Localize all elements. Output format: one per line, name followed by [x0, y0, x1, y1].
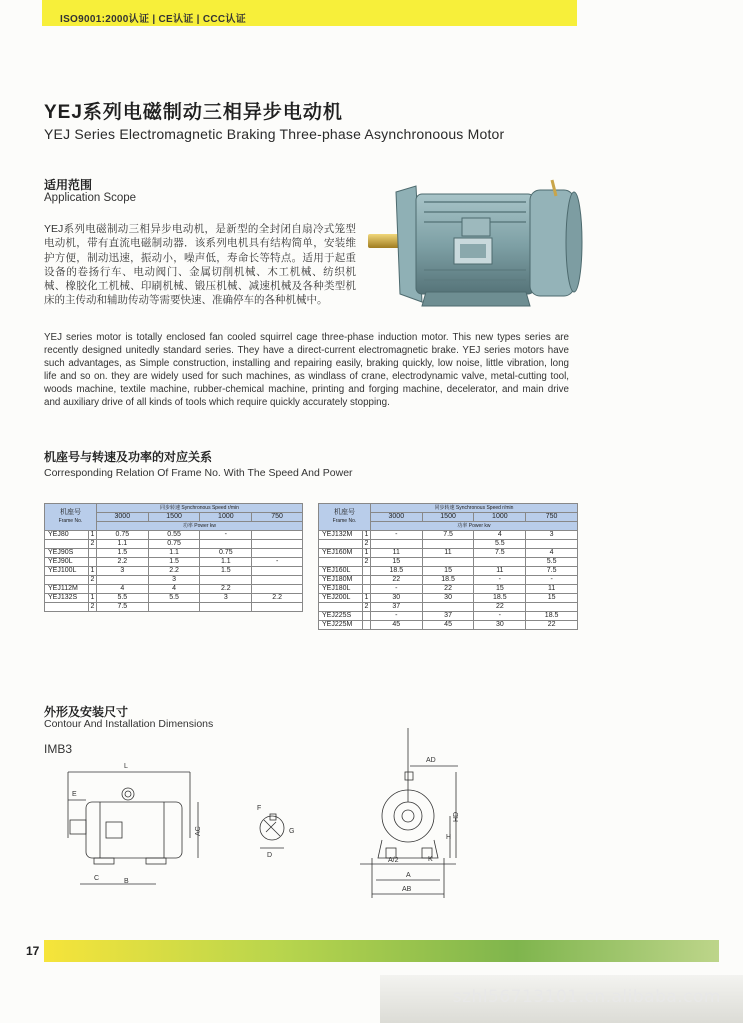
power-cell: 3: [96, 567, 148, 576]
frame-cell: [319, 558, 363, 567]
power-cell: 1.5: [200, 567, 252, 576]
power-cell: 11: [474, 567, 526, 576]
power-cell: 2.2: [148, 567, 200, 576]
power-cell: 2.2: [252, 594, 303, 603]
table-row: [319, 567, 578, 576]
pole-cell: 1: [88, 594, 96, 603]
page-number: 17: [26, 944, 40, 958]
shaft-section-drawing: [257, 805, 294, 859]
speed-header: 同步转速 Synchronous Speed r/min: [370, 504, 577, 513]
speed-power-table-left: [44, 503, 303, 612]
dim-E: E: [72, 791, 77, 798]
frame-cell: [45, 576, 89, 585]
dim-HD: HD: [453, 811, 460, 822]
power-cell: [148, 603, 200, 612]
power-cell: -: [526, 576, 578, 585]
power-cell: 1.5: [96, 549, 148, 558]
speed-1000: 1000: [200, 513, 252, 522]
power-cell: 7.5: [474, 549, 526, 558]
power-cell: 3: [200, 594, 252, 603]
table-row: [45, 558, 303, 567]
dim-K: K: [428, 856, 433, 863]
pole-cell: [88, 585, 96, 594]
power-cell: 30: [370, 594, 422, 603]
frame-cell: YEJ132S: [45, 594, 89, 603]
dim-AD: AD: [426, 757, 436, 764]
power-cell: [252, 567, 303, 576]
frame-header: [319, 504, 371, 531]
power-cell: [252, 549, 303, 558]
power-cell: 15: [526, 594, 578, 603]
frame-cell: YEJ80: [45, 531, 89, 540]
pole-cell: 2: [88, 540, 96, 549]
power-cell: 45: [422, 621, 474, 630]
frame-header: [45, 504, 97, 531]
scope-heading-en: Application Scope: [44, 192, 137, 204]
power-cell: 45: [370, 621, 422, 630]
power-cell: 5.5: [148, 594, 200, 603]
frame-cell: YEJ100L: [45, 567, 89, 576]
title-chinese: YEJ系列电磁制动三相异步电动机: [44, 102, 343, 123]
pole-cell: [362, 567, 370, 576]
pole-cell: 1: [362, 594, 370, 603]
title-english: YEJ Series Electromagnetic Braking Three-phase Asynchronoous Motor: [44, 126, 505, 142]
pole-cell: [88, 558, 96, 567]
power-cell: [252, 585, 303, 594]
power-cell: 18.5: [474, 594, 526, 603]
dimension-drawings: [60, 728, 500, 908]
dim-L: L: [124, 763, 128, 770]
power-cell: 4: [96, 585, 148, 594]
power-cell: 18.5: [422, 576, 474, 585]
power-cell: 22: [370, 576, 422, 585]
power-cell: 11: [422, 549, 474, 558]
power-cell: 7.5: [526, 567, 578, 576]
speed-power-table-right: [318, 503, 578, 630]
frame-cell: YEJ132M: [319, 531, 363, 540]
relation-heading-cn: 机座号与转速及功率的对应关系: [44, 450, 213, 464]
certification-line: ISO9001:2000认证 | CE认证 | CCC认证: [60, 14, 247, 25]
speed-3000: 3000: [370, 513, 422, 522]
table-row: [319, 603, 578, 612]
dim-AB: AB: [402, 886, 412, 893]
power-cell: 2.2: [96, 558, 148, 567]
power-cell: 22: [422, 585, 474, 594]
pole-cell: [362, 621, 370, 630]
contour-heading-en: Contour And Installation Dimensions: [44, 718, 214, 730]
table-row: [319, 531, 578, 540]
frame-header-en: Frame No.: [332, 518, 357, 524]
power-cell: 15: [474, 585, 526, 594]
speed-1000: 1000: [474, 513, 526, 522]
power-header: 功率 Power kw: [96, 522, 302, 531]
table-row: [45, 540, 303, 549]
power-cell: [422, 558, 474, 567]
power-cell: 5.5: [474, 540, 526, 549]
site-watermark: szhl56713101.cn.alibaba.com: [452, 987, 721, 1007]
table-row: [319, 540, 578, 549]
frame-cell: YEJ160L: [319, 567, 363, 576]
power-cell: 30: [422, 594, 474, 603]
power-cell: [200, 603, 252, 612]
pole-cell: [362, 612, 370, 621]
table-row: [319, 594, 578, 603]
power-cell: 0.75: [148, 540, 200, 549]
speed-750: 750: [252, 513, 303, 522]
power-cell: 18.5: [370, 567, 422, 576]
pole-cell: 2: [362, 603, 370, 612]
table-row: [45, 567, 303, 576]
power-cell: 1.1: [96, 540, 148, 549]
power-cell: 3: [148, 576, 200, 585]
power-cell: [252, 531, 303, 540]
frame-cell: [319, 540, 363, 549]
table-row: [319, 585, 578, 594]
frame-cell: YEJ90S: [45, 549, 89, 558]
pole-cell: 2: [88, 603, 96, 612]
frame-cell: YEJ200L: [319, 594, 363, 603]
power-cell: 7.5: [96, 603, 148, 612]
power-cell: [474, 558, 526, 567]
table-row: [319, 621, 578, 630]
dim-AC: AC: [195, 826, 202, 836]
speed-1500: 1500: [422, 513, 474, 522]
power-cell: [200, 540, 252, 549]
table-row: [45, 531, 303, 540]
pole-cell: [362, 576, 370, 585]
power-cell: 15: [422, 567, 474, 576]
frame-cell: YEJ112M: [45, 585, 89, 594]
pole-cell: [362, 585, 370, 594]
power-cell: 22: [526, 621, 578, 630]
power-cell: 4: [526, 549, 578, 558]
power-cell: [252, 576, 303, 585]
frame-cell: YEJ225S: [319, 612, 363, 621]
power-cell: 15: [370, 558, 422, 567]
pole-cell: 1: [362, 549, 370, 558]
dim-H: H: [446, 834, 452, 841]
power-cell: 5.5: [96, 594, 148, 603]
table-row: [45, 594, 303, 603]
frame-cell: YEJ160M: [319, 549, 363, 558]
table-row: [319, 576, 578, 585]
speed-3000: 3000: [96, 513, 148, 522]
dim-A2: A/2: [388, 857, 399, 864]
scope-heading-cn: 适用范围: [44, 178, 93, 192]
dim-G: G: [289, 828, 295, 835]
table-row: [319, 612, 578, 621]
power-cell: 7.5: [422, 531, 474, 540]
power-cell: [252, 540, 303, 549]
dim-B: B: [124, 878, 129, 885]
power-cell: 0.75: [96, 531, 148, 540]
frame-cell: [319, 603, 363, 612]
table-row: [319, 549, 578, 558]
power-cell: [422, 603, 474, 612]
table-row: [319, 558, 578, 567]
dim-D: D: [267, 852, 273, 859]
power-cell: [252, 603, 303, 612]
power-cell: 0.75: [200, 549, 252, 558]
speed-750: 750: [526, 513, 578, 522]
pole-cell: 2: [88, 576, 96, 585]
contour-heading-cn: 外形及安装尺寸: [44, 705, 129, 719]
power-cell: -: [252, 558, 303, 567]
table-row: [45, 549, 303, 558]
power-cell: 3: [526, 531, 578, 540]
power-cell: [422, 540, 474, 549]
power-cell: 0.55: [148, 531, 200, 540]
pole-cell: [88, 549, 96, 558]
power-cell: 11: [370, 549, 422, 558]
mount-type-label: IMB3: [44, 742, 73, 756]
end-view-drawing: [360, 728, 460, 898]
power-cell: 5.5: [526, 558, 578, 567]
power-cell: 1.1: [148, 549, 200, 558]
scope-text-cn: YEJ系列电磁制动三相异步电动机，是新型的全封闭自扇冷式笼型电动机，带有直流电磁制动器．该系列电机具有结构简单，安装维护方便，制动迅速，振动小，噪声低，寿命长等特点。适用于起重设备的卷扬行车、电动阀门、金属切削机械、木工机械、纺织机械、橡胶化工机械、印刷机械、锻压机械、减速机械及各种类型机床的主传动和辅助传动等需要快速、准确停车的各种机械中。: [44, 223, 356, 307]
power-cell: -: [370, 585, 422, 594]
frame-header-en: Frame No.: [58, 518, 83, 524]
power-cell: -: [200, 531, 252, 540]
scope-text-en: YEJ series motor is totally enclosed fan cooled squirrel cage three-phase induction motor. This new types series are recently designed unitedly standard series. They have a direct-current electromagnetic brake. YEJ series motors have such advantages, as Simple construction, installing and repairing easily, braking quickly, low noise, little vibration, long life and so on. they are widely used for such machines, as windlass of crane, electrodynamic valve, metal-cutting tool, woods machine, textile machine, rubber-chemical machine, printing and forging machine, decelerator, and main drive and auxiliary drive of all kinds of tools which require quickly accurately stopping.: [44, 332, 569, 408]
power-cell: 4: [148, 585, 200, 594]
pole-cell: 2: [362, 558, 370, 567]
power-cell: [526, 603, 578, 612]
frame-header-cn: 机座号: [59, 509, 81, 516]
power-cell: 1.1: [200, 558, 252, 567]
power-cell: -: [370, 612, 422, 621]
footer-band: [44, 940, 719, 962]
power-cell: 37: [422, 612, 474, 621]
power-cell: 11: [526, 585, 578, 594]
frame-header-cn: 机座号: [333, 509, 355, 516]
pole-cell: 2: [362, 540, 370, 549]
power-cell: 18.5: [526, 612, 578, 621]
power-cell: [526, 540, 578, 549]
power-cell: 2.2: [200, 585, 252, 594]
power-cell: 1.5: [148, 558, 200, 567]
pole-cell: 1: [362, 531, 370, 540]
frame-cell: YEJ180M: [319, 576, 363, 585]
table-row: [45, 576, 303, 585]
motor-photo: [366, 172, 584, 312]
power-cell: 22: [474, 603, 526, 612]
pole-cell: 1: [88, 567, 96, 576]
power-cell: [200, 576, 252, 585]
table-row: [45, 603, 303, 612]
power-cell: [370, 540, 422, 549]
power-cell: -: [474, 612, 526, 621]
frame-cell: YEJ225M: [319, 621, 363, 630]
pole-cell: 1: [88, 531, 96, 540]
table-row: [45, 585, 303, 594]
power-header: 功率 Power kw: [370, 522, 577, 531]
frame-cell: [45, 540, 89, 549]
frame-cell: YEJ90L: [45, 558, 89, 567]
frame-cell: YEJ180L: [319, 585, 363, 594]
power-cell: [96, 576, 148, 585]
dim-F: F: [257, 805, 262, 812]
dim-C: C: [94, 875, 100, 882]
power-cell: 37: [370, 603, 422, 612]
power-cell: 30: [474, 621, 526, 630]
speed-1500: 1500: [148, 513, 200, 522]
side-view-drawing: [68, 763, 202, 885]
relation-heading-en: Corresponding Relation Of Frame No. With The Speed And Power: [44, 467, 353, 479]
power-cell: 4: [474, 531, 526, 540]
frame-cell: [45, 603, 89, 612]
power-cell: -: [474, 576, 526, 585]
speed-header: 同步转速 Synchronous Speed r/min: [96, 504, 302, 513]
dim-A: A: [406, 872, 411, 879]
power-cell: -: [370, 531, 422, 540]
